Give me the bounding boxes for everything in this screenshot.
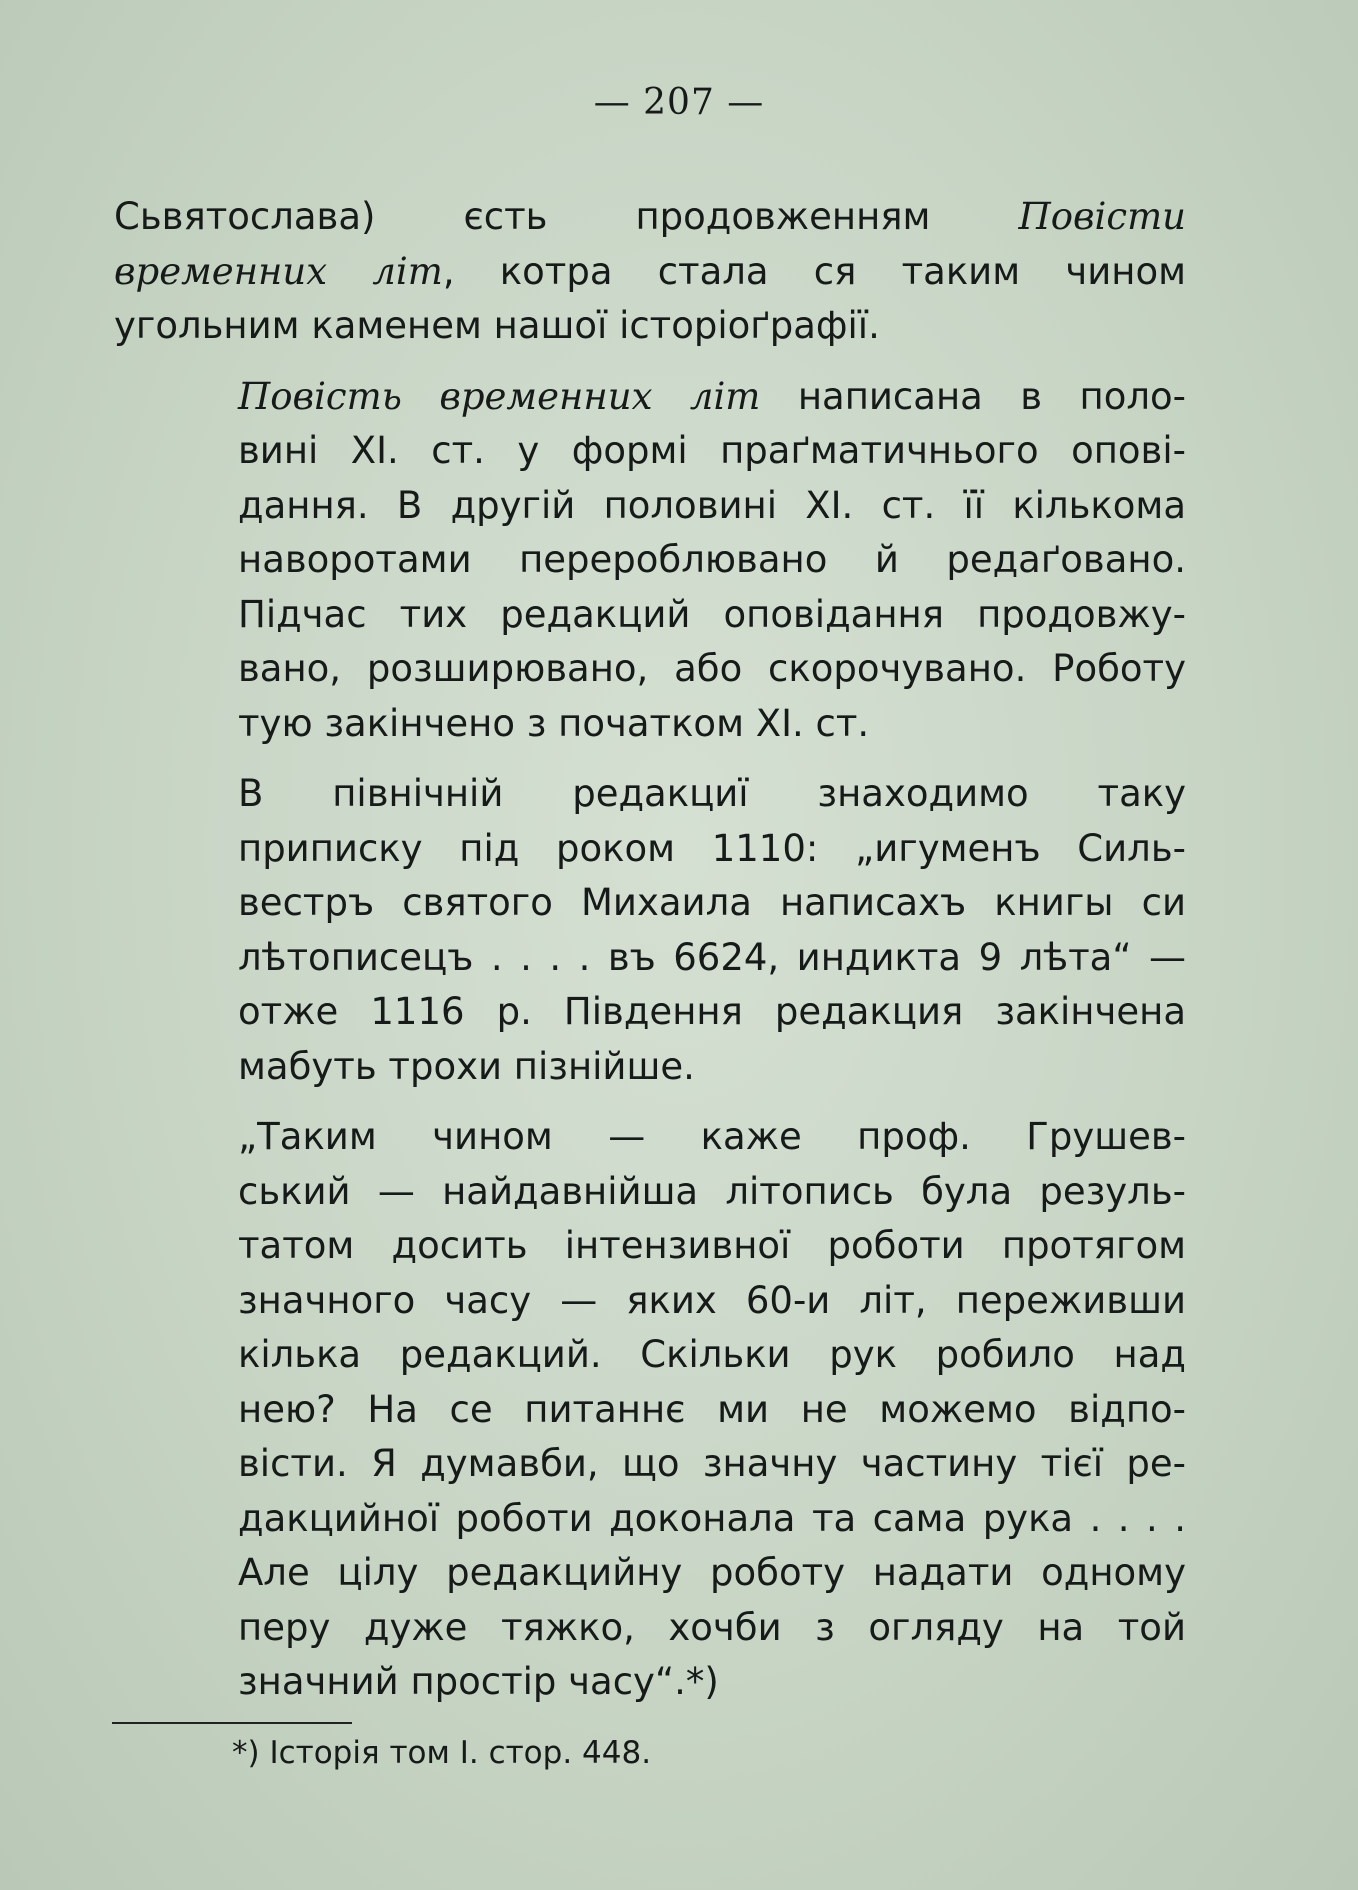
paragraph	[114, 1110, 1186, 1710]
text-line: Сьвятослава) єсть продовженням Повісти	[114, 195, 1186, 238]
text-line: вісти. Я думавби, що значну частину тієї ре-	[238, 1442, 1186, 1485]
text-line: отже 1116 р. Південня редакция закінчена	[238, 990, 1186, 1033]
text-line: приписку під роком 1110: „игуменъ Силь-	[238, 826, 1186, 870]
text-line: дакцийної роботи доконала та сама рука . . . .	[238, 1496, 1186, 1540]
text-line: вині XI. ст. у формі праґматичнього опові-	[238, 429, 1186, 472]
paragraph	[114, 767, 1186, 1094]
text-line: угольним каменем нашої історіоґрафії.	[114, 304, 880, 347]
italic-title: Повісти	[1018, 195, 1186, 238]
text-line: значний простір часу“.*)	[238, 1660, 719, 1703]
text-line: Підчас тих редакций оповідання продовжу-	[238, 592, 1186, 636]
text-line: временних літ, котра стала ся таким чином	[114, 249, 1186, 293]
text-line: Але цілу редакцийну роботу надати одному	[238, 1551, 1186, 1594]
italic-title: временних літ	[114, 249, 443, 293]
text-line: кілька редакций. Скільки рук робило над	[238, 1333, 1186, 1376]
text-line: лѣтописецъ . . . . въ 6624, индикта 9 лѣта“ —	[238, 935, 1186, 979]
text-line: ський — найдавнійша літопись була резуль-	[238, 1169, 1186, 1213]
text-line: В північній редакциї знаходимо таку	[238, 772, 1186, 815]
text-line: мабуть трохи пізнійше.	[238, 1044, 695, 1088]
text-line: вано, розширювано, або скорочувано. Роботу	[238, 647, 1186, 690]
body-text	[114, 190, 1186, 1710]
text-line: значного часу — яких 60-и літ, переживши	[238, 1278, 1186, 1322]
text-line: „Таким чином — каже проф. Грушев-	[238, 1115, 1186, 1158]
paragraph	[114, 370, 1186, 752]
text-line: дання. В другій половині XI. ст. її кількома	[238, 483, 1186, 527]
text-line: татом досить інтензивної роботи протягом	[238, 1224, 1186, 1267]
footnote-divider	[112, 1722, 352, 1724]
page-number: — 207 —	[593, 82, 765, 123]
text-line: тую закінчено з початком XI. ст.	[238, 701, 870, 745]
text-line: нею? На се питаннє ми не можемо відпо-	[238, 1387, 1186, 1431]
text-line: наворотами перероблювано й редаґовано.	[238, 538, 1186, 581]
text-line: вестръ святого Михаила написахъ книгы си	[238, 881, 1186, 924]
paragraph	[114, 190, 1186, 354]
text-line: Повість временних літ написана в поло-	[238, 374, 1186, 418]
footnote: *) Історія том І. стор. 448.	[232, 1735, 652, 1771]
italic-title: Повість временних літ	[238, 374, 761, 418]
text-line: перу дуже тяжко, хочби з огляду на той	[238, 1605, 1186, 1649]
